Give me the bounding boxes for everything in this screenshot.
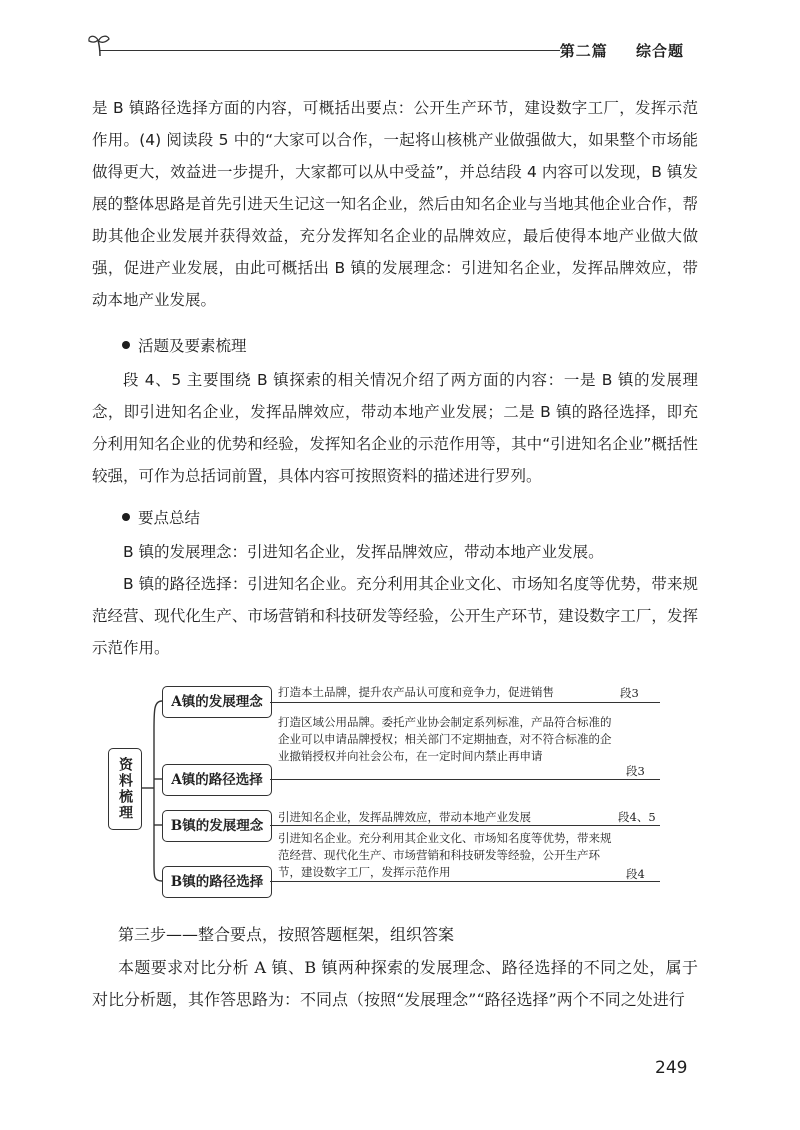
leaf-underline [270, 702, 660, 703]
paragraph-analysis: 是 B 镇路径选择方面的内容，可概括出要点：公开生产环节，建设数字工厂，发挥示范作用。(4) 阅读段 5 中的“大家可以合作，一起将山核桃产业做强做大，如果整个市场能做得更大，效益进一步提升，大家都可以从中受益”，并总结段 4 内容可以发现，B 镇发展的整体思路是首先引进天生记这一知名企业，然后由知名企业与当地其他企业合作，帮助其他企业发展并获得效益，充分发挥知名企业的品牌效应，最后使得本地产业做大做强，促进产业发展，由此可概括出 B 镇的发展理念：引进知名企业，发挥品牌效应，带动本地产业发展。 [92, 99, 698, 309]
leaf-underline [270, 825, 660, 826]
header-section: 综合题 [635, 42, 684, 60]
bullet-heading-topics [122, 330, 247, 362]
diagram-root: 资料梳理 [108, 748, 142, 830]
diagram-ref-b-path: 段4 [626, 867, 645, 881]
leaf-underline [270, 779, 660, 780]
header-rule [100, 50, 560, 51]
page-header [86, 30, 686, 70]
diagram-node-b-path: B镇的路径选择 [162, 866, 272, 898]
summary-b-philosophy: B 镇的发展理念：引进知名企业，发挥品牌效应，带动本地产业发展。 [123, 543, 604, 561]
diagram-node-a-path: A镇的路径选择 [162, 764, 272, 796]
header-part: 第二篇 [559, 42, 608, 60]
diagram-leaf-a-philosophy: 打造本土品牌，提升农产品认可度和竞争力，促进销售 [278, 685, 554, 699]
bullet-dot-icon [122, 513, 130, 521]
diagram-leaf-a-path: 打造区域公用品牌。委托产业协会制定系列标准，产品符合标准的企业可以申请品牌授权；相关部门不定期抽查，对不符合标准的企业撤销授权并向社会公布，在一定时间内禁止再申请 [278, 715, 612, 763]
leaf-underline [270, 881, 660, 882]
diagram-ref-b-philosophy: 段4、5 [618, 810, 656, 824]
bullet-heading-text: 活题及要素梳理 [138, 337, 247, 355]
paragraph-answer-framework: 本题要求对比分析 A 镇、B 镇两种探索的发展理念、路径选择的不同之处，属于对比分析题，其作答思路为：不同点（按照“发展理念”“路径选择”两个不同之处进行 [92, 958, 698, 1009]
summary-b-path: B 镇的路径选择：引进知名企业。充分利用其企业文化、市场知名度等优势，带来规范经营、现代化生产、市场营销和科技研发等经验，公开生产环节，建设数字工厂，发挥示范作用。 [92, 575, 698, 657]
diagram-node-a-philosophy: A镇的发展理念 [162, 686, 272, 718]
bullet-heading-summary [122, 502, 200, 534]
diagram-node-b-philosophy: B镇的发展理念 [162, 810, 272, 842]
sprout-icon [86, 30, 114, 58]
diagram-ref-a-philosophy: 段3 [620, 686, 639, 700]
material-diagram [108, 670, 708, 890]
diagram-leaf-b-path: 引进知名企业。充分利用其企业文化、市场知名度等优势，带来规范经营、现代化生产、市场营销和科技研发等经验，公开生产环节，建设数字工厂，发挥示范作用 [278, 831, 612, 879]
diagram-ref-a-path: 段3 [626, 764, 645, 778]
step-heading: 第三步——整合要点，按照答题框架，组织答案 [118, 925, 455, 944]
page-number: 249 [655, 1058, 688, 1078]
bullet-heading-text: 要点总结 [138, 509, 201, 527]
diagram-leaf-b-philosophy: 引进知名企业，发挥品牌效应，带动本地产业发展 [278, 810, 531, 824]
bullet-dot-icon [122, 341, 130, 349]
paragraph-topics: 段 4、5 主要围绕 B 镇探索的相关情况介绍了两方面的内容：一是 B 镇的发展理念，即引进知名企业，发挥品牌效应，带动本地产业发展；二是 B 镇的路径选择，即充分利用知名企业的优势和经验，发挥知名企业的示范作用等，其中“引进知名企业”概括性较强，可作为总括词前置，具体内容可按照资料的描述进行罗列。 [92, 371, 698, 485]
header-title [554, 40, 684, 61]
